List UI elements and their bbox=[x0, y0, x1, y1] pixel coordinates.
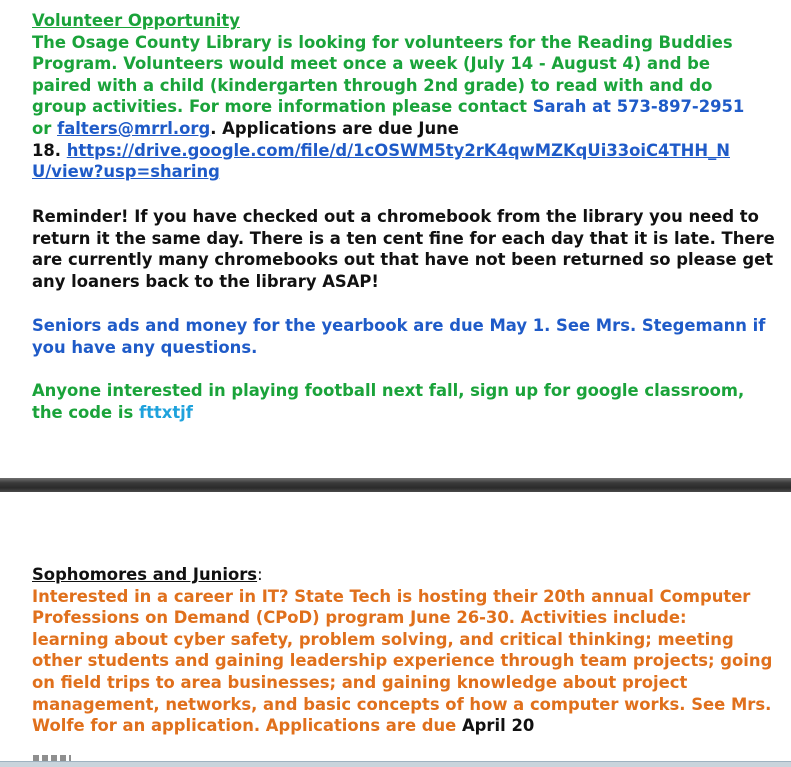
volunteer-line-3: paired with a child (kindergarten through 2nd grade) to read with and do bbox=[32, 75, 713, 95]
document-page-2 bbox=[0, 492, 791, 766]
it-line-1: Interested in a career in IT? State Tech is hosting their 20th annual Computer bbox=[32, 586, 751, 606]
google-drive-link[interactable]: https://drive.google.com/file/d/1cOSWM5ty2rK4qwMZKqUi33oiC4THH_N bbox=[66, 140, 730, 160]
chromebook-reminder-section bbox=[32, 206, 775, 292]
bottom-page-edge bbox=[0, 761, 791, 767]
seniors-line-1: Seniors ads and money for the yearbook are due May 1. See Mrs. Stegemann if bbox=[32, 316, 766, 335]
volunteer-section bbox=[32, 10, 762, 183]
application-due-date: April 20 bbox=[462, 716, 535, 736]
football-line-2: the code is bbox=[32, 402, 139, 422]
football-line-1: Anyone interested in playing football next fall, sign up for google classroom, bbox=[32, 381, 745, 400]
volunteer-line-4: group activities. For more information please contact bbox=[32, 97, 533, 117]
it-line-2: Professions on Demand (CPoD) program June 26-30. Activities include: bbox=[32, 608, 687, 628]
it-line-5: on field trips to area businesses; and gaining knowledge about project bbox=[32, 672, 688, 692]
it-line-7: Wolfe for an application. Applications are due bbox=[32, 716, 462, 736]
sophomores-juniors-section bbox=[32, 564, 773, 737]
due-date-18: 18. bbox=[32, 140, 67, 160]
reminder-line-4: any loaners back to the library ASAP! bbox=[32, 271, 379, 291]
it-line-3: learning about cyber safety, problem solving, and critical thinking; meeting bbox=[32, 629, 734, 649]
sophomores-heading: Sophomores and Juniors bbox=[32, 565, 258, 584]
contact-phone: Sarah at 573-897-2951 bbox=[532, 97, 745, 117]
classroom-code: fttxtjf bbox=[138, 402, 193, 422]
applications-due-text: . Applications are due June bbox=[210, 118, 459, 138]
football-section bbox=[32, 380, 762, 423]
it-line-4: other students and gaining leadership experience through team projects; going bbox=[32, 651, 773, 671]
reminder-line-3: are currently many chromebooks out that have not been returned so please get bbox=[32, 250, 774, 270]
volunteer-or: or bbox=[32, 118, 58, 138]
reminder-line-1: Reminder! If you have checked out a chromebook from the library you need to bbox=[32, 207, 759, 226]
heading-colon: : bbox=[257, 565, 263, 584]
reminder-line-2: return it the same day. There is a ten cent fine for each day that it is late. There bbox=[32, 228, 775, 248]
google-drive-link-continued[interactable]: U/view?usp=sharing bbox=[32, 162, 220, 182]
volunteer-heading: Volunteer Opportunity bbox=[32, 11, 240, 30]
seniors-section bbox=[32, 315, 766, 358]
volunteer-line-1: The Osage County Library is looking for volunteers for the Reading Buddies bbox=[32, 32, 733, 52]
seniors-line-2: you have any questions. bbox=[32, 337, 258, 357]
volunteer-line-2: Program. Volunteers would meet once a week (July 14 - August 4) and be bbox=[32, 54, 711, 74]
page-separator bbox=[0, 478, 791, 492]
email-link[interactable]: falters@mrrl.org bbox=[57, 118, 211, 138]
it-line-6: management, networks, and basic concepts of how a computer works. See Mrs. bbox=[32, 694, 772, 714]
